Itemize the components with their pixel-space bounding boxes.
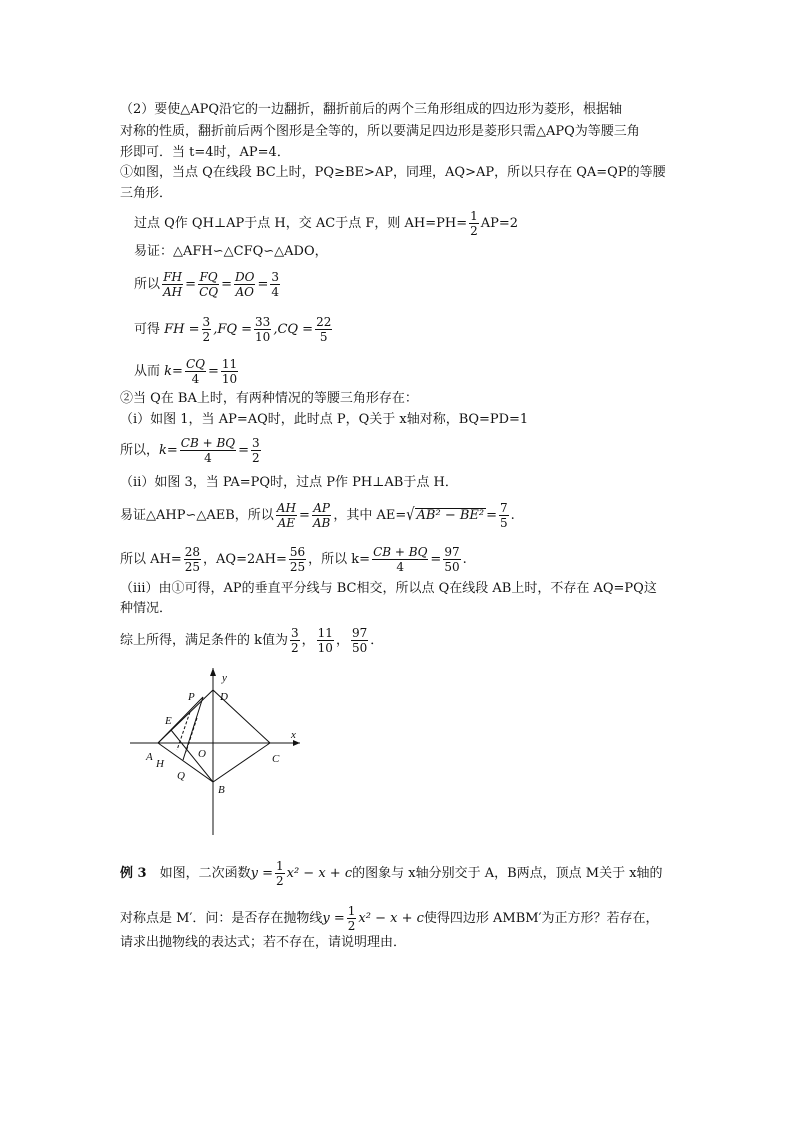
frac-num: AH bbox=[276, 501, 296, 515]
frac-num: 97 bbox=[351, 626, 368, 640]
frac-den: 25 bbox=[184, 560, 201, 574]
frac-den: AO bbox=[235, 285, 254, 299]
para-part2-line2: 对称的性质，翻折前后两个图形是全等的，所以要满足四边形是菱形只需△APQ为等腰三角 bbox=[120, 124, 640, 139]
case2-ii-line1: （ⅱ）如图 3，当 PA=PQ时，过点 P作 PH⊥AB于点 H． bbox=[120, 475, 458, 490]
frac-num: FH bbox=[163, 270, 182, 284]
case2-ii-line2: 易证△AHP∽△AEB，所以 $\frac{AH}{AE}$ = $\frac{AP}{AB}$ ，其中 AE=√ AB² − BE² = $\frac{7}{5}$ . bbox=[120, 501, 515, 530]
label-D: D bbox=[220, 691, 228, 703]
label-A: A bbox=[146, 751, 153, 763]
frac-den: CQ bbox=[199, 285, 219, 299]
frac-den: 10 bbox=[221, 372, 238, 386]
k1-line: 从而 k= $\frac{CQ}{4}$ = $\frac{11}{10}$ bbox=[134, 357, 238, 386]
frac-den: 25 bbox=[289, 560, 306, 574]
half-coefficient bbox=[347, 904, 357, 933]
frac-num: CB + BQ bbox=[373, 545, 428, 559]
case2-i-line2: 所以，k= $\frac{CB + BQ}{4}$ = $\frac{3}{2}$ bbox=[120, 436, 260, 465]
label-H: H bbox=[156, 758, 164, 770]
case2-iii-line2: 种情况． bbox=[120, 601, 173, 616]
case2-i-line1: （i）如图 1，当 AP=AQ时，此时点 P，Q关于 x轴对称，BQ=PD=1 bbox=[120, 412, 529, 427]
radicand: AB² − BE² bbox=[416, 508, 485, 523]
hence-label: 从而 bbox=[134, 364, 161, 379]
para-part2-line3: 形即可．当 t=4时，AP=4． bbox=[120, 145, 290, 160]
label-y: y bbox=[222, 672, 227, 684]
label-E: E bbox=[165, 715, 172, 727]
so-label: 所以， bbox=[120, 443, 160, 458]
frac-den: 50 bbox=[351, 641, 368, 655]
y-axis-arrow bbox=[210, 668, 216, 676]
example-text: 的图象与 x轴分别交于 A，B两点，顶点 M关于 x轴的 bbox=[352, 866, 663, 881]
frac-den: 10 bbox=[255, 330, 271, 344]
frac-den: 4 bbox=[271, 285, 280, 299]
frac-num: 11 bbox=[221, 357, 238, 371]
ah-text: 所以 AH= bbox=[120, 552, 182, 567]
frac-den: 5 bbox=[319, 330, 328, 344]
similar-text: 易证△AHP∽△AEB，所以 bbox=[120, 508, 274, 523]
eq-rest: x² − x + c bbox=[286, 866, 353, 881]
qh-text: 过点 Q作 QH⊥AP于点 H，交 AC于点 F，则 AH=PH= bbox=[134, 216, 468, 231]
frac-num: 3 bbox=[271, 270, 280, 284]
frac-num: 56 bbox=[289, 545, 306, 559]
eq-y: y = bbox=[250, 866, 273, 881]
frac-den: 4 bbox=[396, 560, 405, 574]
frac-den: 5 bbox=[500, 516, 508, 530]
para-part2-line1: （2）要使△APQ沿它的一边翻折，翻折前后的两个三角形组成的四边形为菱形，根据轴 bbox=[120, 102, 623, 117]
label-C: C bbox=[272, 753, 280, 765]
frac-num: 1 bbox=[275, 859, 284, 873]
frac-num: 28 bbox=[184, 545, 201, 559]
ae-text: ，其中 AE= bbox=[333, 508, 407, 523]
frac-num: 7 bbox=[500, 501, 508, 515]
qh-result: AP=2 bbox=[480, 216, 519, 231]
frac-num: 1 bbox=[470, 209, 478, 223]
example-text: 对称点是 M′．问：是否存在抛物线 bbox=[120, 911, 323, 926]
frac-den: 4 bbox=[204, 451, 212, 465]
example-text: 使得四边形 AMBM′为正方形？若存在， bbox=[423, 911, 659, 926]
label-B: B bbox=[218, 784, 225, 796]
frac-num: 3 bbox=[202, 315, 211, 329]
frac-num: CQ bbox=[185, 357, 205, 371]
frac-num: 33 bbox=[255, 315, 271, 329]
frac-num: CB + BQ bbox=[180, 436, 236, 450]
ratio-line: 所以 $\frac{FH}{AH}$ = $\frac{FQ}{CQ}$ = $\frac{DO}{AO}$ = $\frac{3}{4}$ bbox=[134, 270, 280, 299]
frac-num: AP bbox=[313, 501, 330, 515]
frac-den: AB bbox=[312, 516, 331, 530]
rhombus-ABCD bbox=[158, 690, 270, 782]
similar-line: 易证：△AFH∽△CFQ∽△ADO， bbox=[134, 244, 328, 259]
label-P: P bbox=[188, 691, 195, 703]
summary-line: 综上所得，满足条件的 k值为 $\frac{3}{2}$ ， $\frac{11}{10}$ ， $\frac{97}{50}$ ． bbox=[120, 626, 384, 655]
example3-line1 bbox=[120, 859, 663, 888]
so-label: 所以 bbox=[134, 277, 161, 292]
frac-num: DO bbox=[235, 270, 255, 284]
half-coefficient bbox=[275, 859, 285, 888]
label-x: x bbox=[291, 729, 296, 741]
example3-line3: 请求出抛物线的表达式；若不存在，请说明理由． bbox=[120, 935, 407, 950]
case1-line2: 三角形． bbox=[120, 186, 173, 201]
label-Q: Q bbox=[177, 770, 185, 782]
k-text: ，所以 k= bbox=[308, 552, 371, 567]
frac-num: 3 bbox=[252, 436, 260, 450]
fh-label: FH = bbox=[164, 322, 200, 337]
frac-den: 4 bbox=[191, 372, 200, 386]
frac-den: 50 bbox=[444, 560, 460, 574]
frac-den: 2 bbox=[291, 641, 299, 655]
dashed-line-1 bbox=[186, 718, 197, 752]
frac-num: 3 bbox=[291, 626, 299, 640]
case2-ii-line3: 所以 AH= $\frac{28}{25}$ ，AQ=2AH= $\frac{56}{25}$ ，所以 k= $\frac{CB + BQ}{4}$ = $\frac{97}{50}$ . bbox=[120, 545, 467, 574]
frac-den: AH bbox=[163, 285, 183, 299]
example-text: 如图，二次函数 bbox=[159, 866, 251, 881]
frac-den: 2 bbox=[275, 874, 284, 888]
get-label: 可得 bbox=[134, 322, 161, 337]
frac-den: 2 bbox=[347, 919, 356, 933]
label-O: O bbox=[198, 748, 206, 760]
fq-label: ,FQ = bbox=[213, 322, 253, 337]
k-label: k= bbox=[159, 443, 178, 458]
frac-den: 10 bbox=[317, 641, 333, 655]
eq-y: y = bbox=[322, 911, 345, 926]
cq-label: ,CQ = bbox=[273, 322, 314, 337]
example3-line2 bbox=[120, 904, 659, 933]
aq-text: ，AQ=2AH= bbox=[203, 552, 287, 567]
eq-rest: x² − x + c bbox=[358, 911, 424, 926]
frac-num: 97 bbox=[444, 545, 460, 559]
frac-den: 2 bbox=[252, 451, 260, 465]
frac-den: 2 bbox=[202, 330, 211, 344]
case2-iii-line1: （ⅲ）由①可得，AP的垂直平分线与 BC相交，所以点 Q在线段 AB上时，不存在 AQ=PQ这 bbox=[120, 581, 657, 596]
frac-den: AE bbox=[277, 516, 296, 530]
frac-num: 11 bbox=[317, 626, 333, 640]
example-label: 例 3 bbox=[120, 866, 147, 881]
frac-num: 22 bbox=[316, 315, 332, 329]
sqrt-symbol: √ bbox=[406, 505, 415, 526]
case1-line1: ①如图，当点 Q在线段 BC上时，PQ≥BE>AP，同理，AQ>AP，所以只存在 QA=QP的等腰 bbox=[120, 165, 666, 180]
k-label: k= bbox=[164, 364, 183, 379]
frac-den: 2 bbox=[470, 224, 478, 238]
summary-text: 综上所得，满足条件的 k值为 bbox=[120, 633, 289, 648]
case2-heading: ②当 Q在 BA上时，有两种情况的等腰三角形存在： bbox=[120, 391, 418, 406]
frac-num: 1 bbox=[347, 904, 356, 918]
frac-num: FQ bbox=[199, 270, 218, 284]
